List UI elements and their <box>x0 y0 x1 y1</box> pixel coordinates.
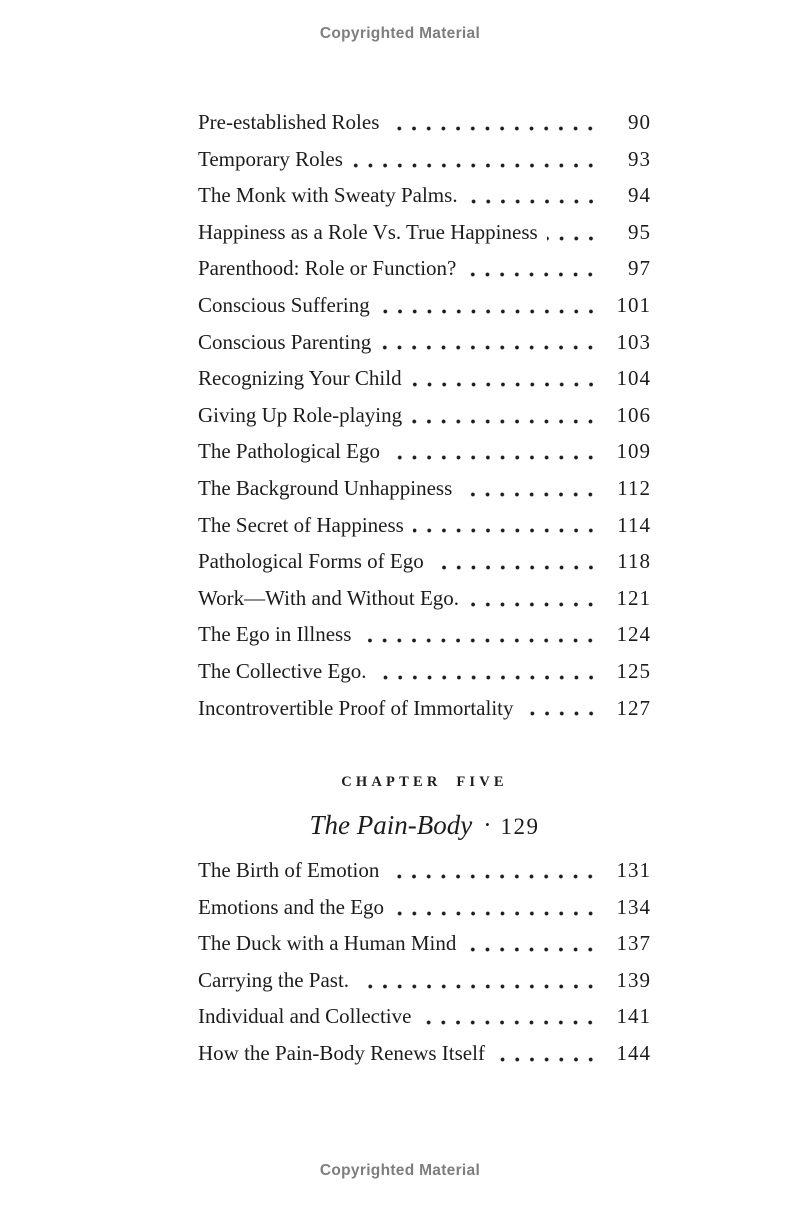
toc-entry-title: Pathological Forms of Ego <box>198 549 424 574</box>
toc-entry <box>198 543 651 580</box>
toc-entry-title: The Background Unhappiness <box>198 475 453 500</box>
dot-leader <box>358 962 600 999</box>
chapter-title-separator: · <box>483 812 492 840</box>
toc-entry-title: Happiness as a Role Vs. True Happiness <box>198 219 538 244</box>
dot-leader <box>411 397 600 434</box>
dot-leader <box>388 104 600 141</box>
toc-entry-page-number: 101 <box>616 292 651 317</box>
copyright-notice-bottom: Copyrighted Material <box>319 1162 481 1179</box>
dot-leader <box>494 1035 600 1072</box>
toc-entry <box>198 925 651 962</box>
toc-entry-page-number: 93 <box>628 146 651 171</box>
toc-entry <box>198 616 651 653</box>
dot-leader <box>388 852 600 889</box>
toc-entry <box>198 653 651 690</box>
toc-entry-title: Temporary Roles <box>198 146 343 171</box>
dot-leader <box>389 433 600 470</box>
toc-entry-title: Conscious Suffering <box>198 292 370 317</box>
toc-entry-title: Recognizing Your Child <box>198 366 402 391</box>
toc-entry <box>198 433 651 470</box>
toc-entry-page-number: 141 <box>616 1004 651 1029</box>
toc-entry-title: Work—With and Without Ego. <box>198 585 460 610</box>
dot-leader <box>465 925 600 962</box>
toc-entry-title: The Collective Ego. <box>198 658 367 683</box>
chapter-start-page-number: 129 <box>500 814 540 840</box>
toc-entry-title: The Pathological Ego <box>198 439 380 464</box>
toc-entry-page-number: 112 <box>617 475 651 500</box>
toc-entry <box>198 962 651 999</box>
dot-leader <box>433 543 600 580</box>
toc-entry <box>198 104 651 141</box>
toc-entry-title: Carrying the Past. <box>198 967 350 992</box>
toc-entry <box>198 360 651 397</box>
dot-leader <box>379 287 600 324</box>
toc-entry <box>198 470 651 507</box>
toc-entry-page-number: 95 <box>628 219 651 244</box>
toc-entry <box>198 287 651 324</box>
toc-entry-title: How the Pain-Body Renews Itself <box>198 1041 485 1066</box>
toc-section-chapter-five-entries <box>198 852 651 1072</box>
toc-entry-title: The Ego in Illness <box>198 622 352 647</box>
toc-entry-title: The Monk with Sweaty Palms. <box>198 183 458 208</box>
toc-entry-page-number: 109 <box>616 439 651 464</box>
toc-entry <box>198 690 651 727</box>
toc-entry-page-number: 90 <box>628 110 651 134</box>
toc-entry-page-number: 131 <box>616 858 651 883</box>
toc-entry <box>198 852 651 889</box>
toc-entry-title: Emotions and the Ego <box>198 894 385 919</box>
toc-entry <box>198 177 651 214</box>
toc-entry <box>198 998 651 1035</box>
toc-entry-title: Conscious Parenting <box>198 329 372 354</box>
chapter-title: The Pain-Body <box>309 810 473 841</box>
toc-section-chapter-four-entries <box>198 104 651 726</box>
toc-entry-title: Pre-established Roles <box>198 110 380 134</box>
toc-entry-page-number: 104 <box>616 366 651 391</box>
toc-entry <box>198 1035 651 1072</box>
toc-entry-page-number: 118 <box>617 549 651 574</box>
toc-entry <box>198 397 651 434</box>
copyright-notice-top: Copyrighted Material <box>319 25 481 42</box>
chapter-heading: CHAPTER FIVE <box>341 774 508 791</box>
dot-leader <box>468 580 600 617</box>
toc-entry-page-number: 127 <box>616 695 651 720</box>
dot-leader <box>411 360 600 397</box>
dot-leader <box>380 324 600 361</box>
table-of-contents <box>198 104 651 1072</box>
toc-entry-title: Parenthood: Role or Function? <box>198 256 457 281</box>
dot-leader <box>523 690 600 727</box>
toc-entry <box>198 250 651 287</box>
chapter-title-line <box>198 808 651 842</box>
toc-entry-page-number: 125 <box>616 658 651 683</box>
toc-entry <box>198 889 651 926</box>
dot-leader <box>420 998 600 1035</box>
dot-leader <box>413 507 600 544</box>
toc-entry <box>198 324 651 361</box>
toc-entry-page-number: 139 <box>616 967 651 992</box>
toc-entry-page-number: 106 <box>616 402 651 427</box>
dot-leader <box>467 177 600 214</box>
toc-entry-title: Giving Up Role-playing <box>198 402 403 427</box>
toc-entry-page-number: 97 <box>628 256 651 281</box>
toc-entry-page-number: 103 <box>616 329 651 354</box>
dot-leader <box>352 141 600 178</box>
toc-entry-page-number: 134 <box>616 894 651 919</box>
toc-entry <box>198 214 651 251</box>
toc-entry-page-number: 124 <box>616 622 651 647</box>
toc-entry-page-number: 114 <box>617 512 651 537</box>
dot-leader <box>376 653 600 690</box>
toc-entry <box>198 141 651 178</box>
dot-leader <box>547 214 600 251</box>
toc-entry-page-number: 94 <box>628 183 651 208</box>
toc-entry-page-number: 121 <box>616 585 651 610</box>
toc-entry <box>198 507 651 544</box>
toc-entry-title: The Secret of Happiness <box>198 512 404 537</box>
toc-entry-title: The Birth of Emotion <box>198 858 380 883</box>
dot-leader <box>360 616 600 653</box>
dot-leader <box>461 470 600 507</box>
toc-entry-title: The Duck with a Human Mind <box>198 931 457 956</box>
toc-entry-title: Individual and Collective <box>198 1004 412 1029</box>
dot-leader <box>465 250 600 287</box>
toc-entry-page-number: 137 <box>616 931 651 956</box>
dot-leader <box>393 889 600 926</box>
toc-entry-title: Incontrovertible Proof of Immortality <box>198 695 514 720</box>
toc-entry <box>198 580 651 617</box>
toc-entry-page-number: 144 <box>616 1041 651 1066</box>
